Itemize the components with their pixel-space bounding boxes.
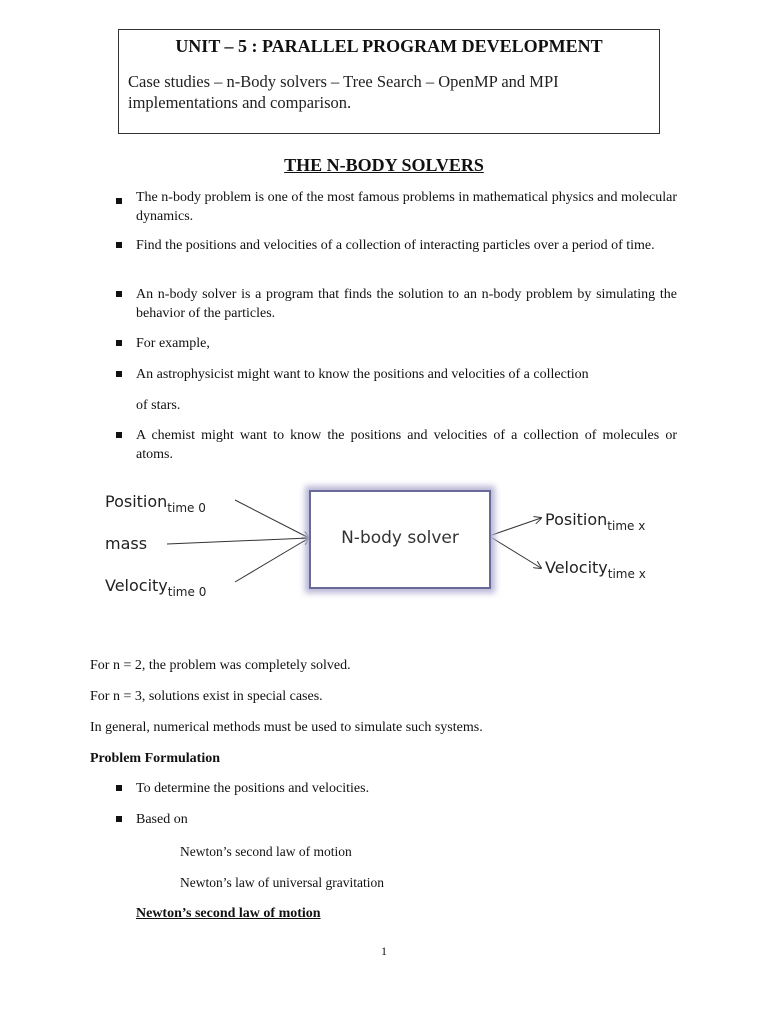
input-mass: mass — [105, 534, 148, 553]
bullet-marker — [116, 291, 122, 297]
unit-box — [118, 29, 660, 134]
bullet-item: To determine the positions and velocities. — [136, 781, 370, 796]
page-number: 1 — [381, 944, 387, 958]
law-item: Newton’s second law of motion — [180, 844, 352, 859]
unit-description: Case studies – n-Body solvers – Tree Search – OpenMP and MPI implementations and comparison. — [128, 72, 559, 112]
unit-title: UNIT – 5 : PARALLEL PROGRAM DEVELOPMENT — [175, 36, 603, 56]
bullet-marker — [116, 816, 122, 822]
input-velocity: Velocity$_{time 0}$ — [105, 576, 207, 599]
bullet-marker — [116, 340, 122, 346]
bullet-marker — [116, 242, 122, 248]
bullet-item: Find the positions and velocities of a collection of interacting particles over a period of time. — [136, 238, 655, 253]
newton-subheading: Newton’s second law of motion — [136, 906, 321, 921]
paragraph: For n = 3, solutions exist in special cases. — [90, 689, 323, 704]
bullet-marker — [116, 198, 122, 204]
bullet-item: An n-body solver is a program that finds the solution to an n-body problem by simulating the behavior of the particles. — [136, 287, 677, 321]
bullet-item: A chemist might want to know the positions and velocities of a collection of molecules or atoms. — [136, 428, 677, 462]
output-position: Position$_{time x}$ — [545, 510, 646, 533]
arrow-mass-in — [167, 538, 309, 544]
bullet-marker — [116, 432, 122, 438]
paragraph: In general, numerical methods must be used to simulate such systems. — [90, 720, 483, 735]
paragraph: For n = 2, the problem was completely solved. — [90, 658, 351, 673]
bullet-item: An astrophysicist might want to know the positions and velocities of a collection — [136, 367, 589, 382]
problem-formulation-heading: Problem Formulation — [90, 751, 221, 766]
bullet-marker — [116, 785, 122, 791]
arrow-position-out — [489, 518, 541, 536]
bullet-continuation: of stars. — [136, 398, 181, 413]
bullet-item: For example, — [136, 336, 210, 351]
bullet-item: The n-body problem is one of the most famous problems in mathematical physics and molecular dynamics. — [136, 190, 677, 224]
section-heading: THE N-BODY SOLVERS — [284, 155, 484, 175]
output-velocity: Velocity$_{time x}$ — [545, 558, 646, 581]
law-item: Newton’s law of universal gravitation — [180, 875, 384, 890]
arrow-position-in — [235, 500, 309, 538]
bullet-marker — [116, 371, 122, 377]
arrow-velocity-in — [235, 538, 309, 582]
solver-label: N-body solver — [341, 528, 459, 548]
solver-box — [309, 490, 491, 589]
arrow-velocity-out — [489, 536, 541, 568]
n-body-diagram — [95, 478, 695, 618]
bullet-item: Based on — [136, 812, 188, 827]
input-position: Position$_{time 0}$ — [105, 492, 206, 515]
